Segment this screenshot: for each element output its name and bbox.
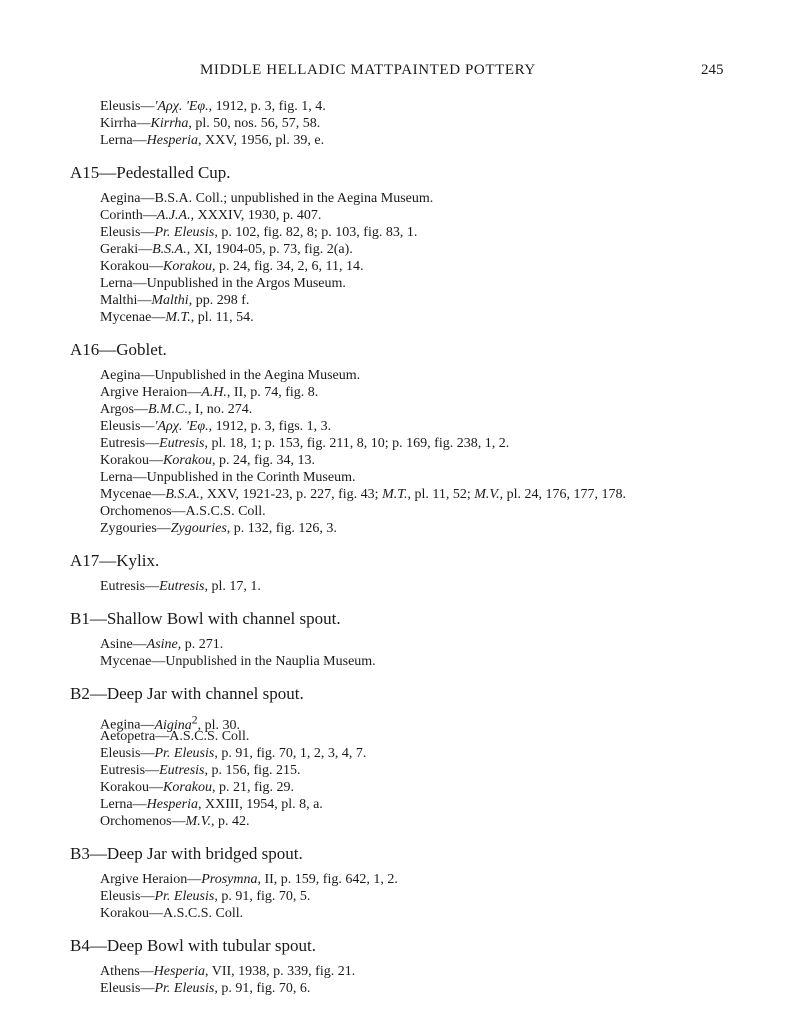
entry-site: Argive Heraion [100, 385, 188, 400]
entry-reference: Pr. Eleusis, p. 91, fig. 70, 6. [154, 981, 311, 996]
entry-separator: — [139, 964, 154, 979]
entry-site: Eleusis [100, 225, 141, 240]
section-heading [70, 844, 790, 864]
entry-reference: A.S.C.S. Coll. [169, 729, 250, 744]
catalogue-entry [100, 275, 790, 292]
section-heading [70, 551, 790, 571]
section-title: Deep Jar with channel spout. [106, 684, 304, 703]
running-title: MIDDLE HELLADIC MATTPAINTED POTTERY [200, 62, 536, 78]
catalogue-entry [100, 871, 790, 888]
entry-site: Eleusis [100, 746, 141, 761]
entry-reference: 'Αρχ. 'Εφ., 1912, p. 3, fig. 1, 4. [154, 99, 326, 114]
heading-separator: — [89, 684, 107, 703]
page-number: 245 [701, 62, 724, 78]
entry-separator: — [132, 637, 147, 652]
catalogue-entry [100, 224, 790, 241]
entry-reference: Unpublished in the Argos Museum. [146, 276, 346, 291]
entry-reference: Pr. Eleusis, p. 102, fig. 82, 8; p. 103, fig. 83, 1. [154, 225, 418, 240]
catalogue-entry [100, 401, 790, 418]
entry-separator: — [133, 402, 148, 417]
entry-separator: — [140, 717, 155, 733]
entry-separator: — [149, 259, 163, 274]
entry-reference: B.S.A., XXV, 1921-23, p. 227, fig. 43; M.T., pl. 11, 52; M.V., pl. 24, 176, 177, 178. [165, 487, 627, 502]
section-heading [70, 163, 790, 183]
heading-separator: — [99, 340, 117, 359]
catalogue-entry [100, 115, 790, 132]
entry-site: Asine [100, 637, 133, 652]
entry-site: Aegina [100, 368, 141, 383]
catalogue-entry [100, 190, 790, 207]
entry-site: Eleusis [100, 99, 141, 114]
entry-reference: Korakou, p. 24, fig. 34, 2, 6, 11, 14. [163, 259, 364, 274]
entry-separator: — [151, 487, 166, 502]
entry-separator: — [171, 504, 186, 519]
entry-site: Eleusis [100, 419, 141, 434]
section-title: Deep Bowl with tubular spout. [106, 936, 317, 955]
catalogue-section [0, 684, 790, 830]
catalogue-entry [100, 762, 790, 779]
entry-site: Aegina [100, 191, 141, 206]
entry-site: Eutresis [100, 436, 146, 451]
section-code: B3 [70, 844, 90, 863]
section-code: B4 [70, 936, 90, 955]
entry-site: Eleusis [100, 889, 141, 904]
section-code: B2 [70, 684, 90, 703]
entry-separator: — [138, 242, 153, 257]
catalogue-entry [100, 905, 790, 922]
catalogue-section [0, 609, 790, 670]
heading-separator: — [99, 163, 117, 182]
entry-site: Orchomenos [100, 814, 172, 829]
entry-reference: Unpublished in the Aegina Museum. [154, 368, 361, 383]
entry-site: Korakou [100, 453, 149, 468]
catalogue-section [0, 163, 790, 326]
entry-reference: M.T., pl. 11, 54. [165, 310, 254, 325]
section-title: Goblet. [116, 340, 167, 359]
section-title: Kylix. [116, 551, 160, 570]
entry-site: Geraki [100, 242, 139, 257]
entry-separator: — [132, 276, 147, 291]
catalogue-entry [100, 711, 790, 733]
entry-site: Corinth [100, 208, 143, 223]
entry-reference: Korakou, p. 21, fig. 29. [163, 780, 295, 795]
catalogue-entry [100, 636, 790, 653]
entry-separator: — [140, 99, 155, 114]
catalogue-entry [100, 384, 790, 401]
entry-separator: — [149, 453, 163, 468]
section-heading [70, 609, 790, 629]
entry-reference: 'Αρχ. 'Εφ., 1912, p. 3, figs. 1, 3. [154, 419, 332, 434]
entry-reference: A.S.C.S. Coll. [163, 906, 244, 921]
section-code: A16 [70, 340, 100, 359]
catalogue-entry [100, 258, 790, 275]
entry-reference: Zygouries, p. 132, fig. 126, 3. [170, 521, 337, 536]
catalogue-entry [100, 779, 790, 796]
entry-separator: — [149, 906, 163, 921]
entry-separator: — [140, 746, 155, 761]
catalogue-entry [100, 132, 790, 149]
entry-site: Korakou [100, 906, 149, 921]
entry-separator: — [151, 654, 166, 669]
entry-site: Mycenae [100, 654, 152, 669]
entry-reference: Prosymna, II, p. 159, fig. 642, 1, 2. [201, 872, 398, 887]
entry-separator: — [149, 780, 163, 795]
entry-reference: Eutresis, p. 156, fig. 215. [159, 763, 301, 778]
entry-reference: Hesperia, XXIII, 1954, pl. 8, a. [146, 797, 323, 812]
entry-site: Lerna [100, 470, 133, 485]
entry-reference: Kirrha, pl. 50, nos. 56, 57, 58. [150, 116, 321, 131]
entry-site: Orchomenos [100, 504, 172, 519]
entry-reference: B.S.A., XI, 1904-05, p. 73, fig. 2(a). [152, 242, 353, 257]
entry-site: Argive Heraion [100, 872, 188, 887]
running-head [0, 62, 790, 82]
catalogue-entry [100, 241, 790, 258]
entry-reference: Pr. Eleusis, p. 91, fig. 70, 1, 2, 3, 4, 7. [154, 746, 367, 761]
entry-separator: — [142, 208, 157, 223]
intro-entries [0, 98, 790, 149]
section-heading [70, 936, 790, 956]
catalogue-entry [100, 435, 790, 452]
entry-site: Korakou [100, 780, 149, 795]
entry-separator: — [171, 814, 186, 829]
heading-separator: — [89, 936, 107, 955]
catalogue-entry [100, 578, 790, 595]
catalogue-entry [100, 653, 790, 670]
catalogue-entry [100, 745, 790, 762]
catalogue-entry [100, 980, 790, 997]
entry-separator: — [151, 310, 166, 325]
entry-site: Korakou [100, 259, 149, 274]
entry-site: Zygouries [100, 521, 157, 536]
entry-reference: Eutresis, pl. 17, 1. [159, 579, 261, 594]
entry-separator: — [156, 521, 171, 536]
entry-site: Kirrha [100, 116, 137, 131]
catalogue-entry [100, 486, 790, 503]
entry-reference: Pr. Eleusis, p. 91, fig. 70, 5. [154, 889, 311, 904]
entry-reference: Aigina$^2$, pl. 30. [154, 713, 240, 733]
entry-separator: — [145, 763, 160, 778]
entry-separator: — [145, 436, 160, 451]
catalogue-entry [100, 963, 790, 980]
section-code: A17 [70, 551, 100, 570]
entry-reference: Korakou, p. 24, fig. 34, 13. [163, 453, 316, 468]
catalogue-entry [100, 292, 790, 309]
entry-site: Argos [100, 402, 134, 417]
section-list [0, 163, 790, 997]
catalogue-entry [100, 503, 790, 520]
entry-separator: — [132, 797, 147, 812]
entry-reference: Hesperia, VII, 1938, p. 339, fig. 21. [153, 964, 356, 979]
catalogue-entry [100, 888, 790, 905]
entry-separator: — [137, 293, 152, 308]
catalogue-section [0, 551, 790, 595]
catalogue-entry [100, 452, 790, 469]
entry-site: Eutresis [100, 763, 146, 778]
catalogue-entry [100, 813, 790, 830]
catalogue-entry [100, 309, 790, 326]
entry-separator: — [187, 385, 202, 400]
entry-reference: A.J.A., XXXIV, 1930, p. 407. [156, 208, 322, 223]
section-title: Deep Jar with bridged spout. [106, 844, 303, 863]
entry-site: Lerna [100, 797, 133, 812]
catalogue-entry [100, 207, 790, 224]
entry-reference: Eutresis, pl. 18, 1; p. 153, fig. 211, 8, 10; p. 169, fig. 238, 1, 2. [159, 436, 510, 451]
entry-separator: — [187, 872, 202, 887]
entry-reference: Unpublished in the Nauplia Museum. [165, 654, 376, 669]
entry-separator: — [132, 133, 147, 148]
catalogue-section [0, 340, 790, 537]
entry-reference: A.H., II, p. 74, fig. 8. [201, 385, 319, 400]
section-title: Shallow Bowl with channel spout. [106, 609, 341, 628]
section-code: A15 [70, 163, 100, 182]
entry-separator: — [140, 889, 155, 904]
entry-separator: — [155, 729, 170, 744]
entry-site: Eutresis [100, 579, 146, 594]
catalogue-section [0, 936, 790, 997]
catalogue-entry [100, 469, 790, 486]
entry-separator: — [140, 191, 155, 206]
entry-separator: — [136, 116, 151, 131]
entry-separator: — [140, 225, 155, 240]
entry-site: Mycenae [100, 310, 152, 325]
entry-reference: B.M.C., I, no. 274. [147, 402, 253, 417]
entry-separator: — [140, 419, 155, 434]
entry-separator: — [140, 368, 155, 383]
entry-site: Aegina [100, 717, 141, 733]
entry-reference: A.S.C.S. Coll. [185, 504, 266, 519]
entry-separator: — [132, 470, 147, 485]
entry-reference: Unpublished in the Corinth Museum. [146, 470, 356, 485]
entry-reference: B.S.A. Coll.; unpublished in the Aegina Museum. [154, 191, 434, 206]
heading-separator: — [89, 609, 107, 628]
catalogue-body [0, 98, 790, 997]
section-heading [70, 340, 790, 360]
catalogue-section [0, 844, 790, 922]
entry-site: Mycenae [100, 487, 152, 502]
entry-site: Lerna [100, 276, 133, 291]
entry-reference: M.V., p. 42. [185, 814, 250, 829]
catalogue-entry [100, 796, 790, 813]
entry-site: Eleusis [100, 981, 141, 996]
entry-site: Malthi [100, 293, 138, 308]
entry-reference: Malthi, pp. 298 f. [151, 293, 250, 308]
catalogue-entry [100, 728, 790, 745]
entry-site: Lerna [100, 133, 133, 148]
catalogue-entry [100, 520, 790, 537]
entry-separator: — [145, 579, 160, 594]
heading-separator: — [89, 844, 107, 863]
entry-reference: Asine, p. 271. [146, 637, 224, 652]
section-heading [70, 684, 790, 704]
entry-site: Aetopetra [100, 729, 156, 744]
entry-reference: Hesperia, XXV, 1956, pl. 39, e. [146, 133, 325, 148]
catalogue-entry [100, 418, 790, 435]
section-title: Pedestalled Cup. [116, 163, 231, 182]
catalogue-entry [100, 98, 790, 115]
entry-site: Athens [100, 964, 140, 979]
heading-separator: — [99, 551, 117, 570]
catalogue-entry [100, 367, 790, 384]
entry-separator: — [140, 981, 155, 996]
section-code: B1 [70, 609, 90, 628]
